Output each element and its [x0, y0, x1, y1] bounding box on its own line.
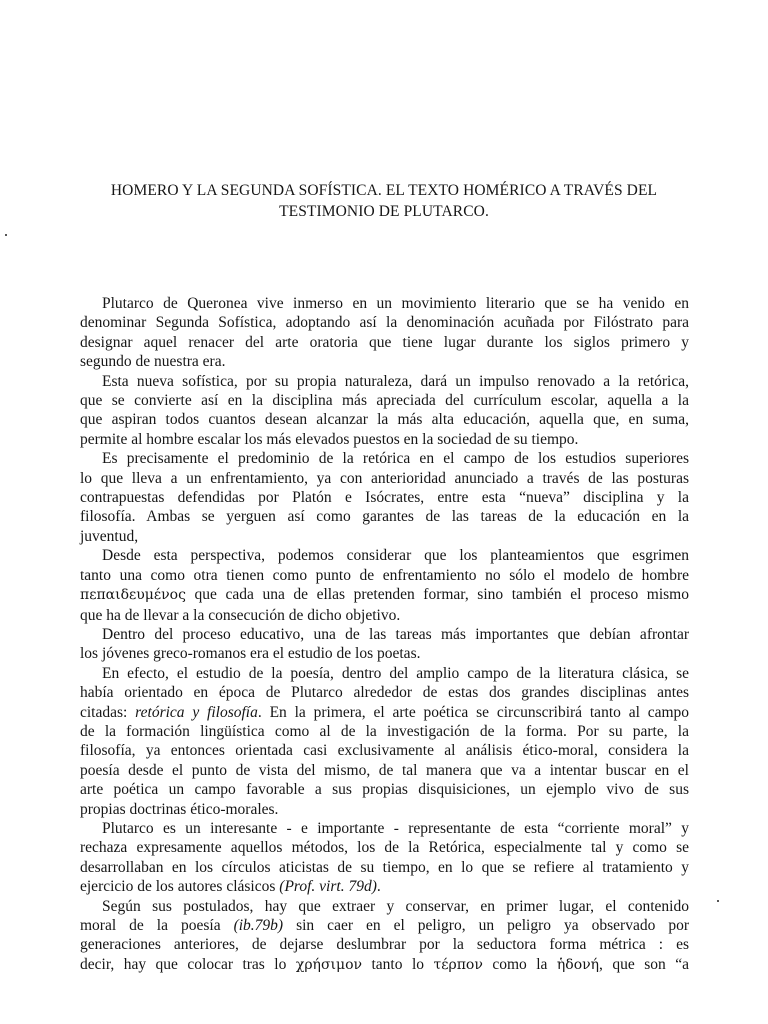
text-line	[80, 585, 689, 605]
text-fragment: tanto lo	[362, 955, 434, 973]
greek-term: χρήσιμον	[295, 956, 363, 973]
title-line: TESTIMONIO DE PLUTARCO.	[279, 203, 489, 220]
text-fragment: como la	[482, 955, 557, 973]
italic-term: retórica y filosofía	[135, 703, 258, 721]
text-line: En efecto, el estudio de la poesía, dentro del amplio campo de la literatura clásica, se	[102, 664, 689, 682]
text-line: tanto una como otra tienen como punto de enfrentamiento no sólo el modelo de hombre	[80, 566, 689, 584]
scan-speck	[717, 900, 719, 902]
text-line: de la formación lingüística como al de la investigación de la forma. Por su parte, la	[80, 722, 689, 740]
text-fragment: moral de la poesía	[80, 917, 234, 934]
text-fragment: .	[376, 878, 381, 896]
paragraph	[80, 294, 689, 372]
text-line: filosofía, ya entonces orientada casi exclusivamente al análisis ético-moral, considera la	[80, 742, 689, 760]
greek-term: ἡδονή	[556, 956, 600, 973]
citation: (ib.79b)	[233, 917, 284, 934]
greek-term: πεπαιδευμένος	[80, 587, 186, 604]
text-line: permite al hombre escalar los más elevados puestos en la sociedad de su tiempo.	[80, 430, 579, 448]
text-line: segundo de nuestra era.	[80, 353, 226, 371]
text-fragment: que cada una de ellas pretenden formar, sino también el proceso mismo	[185, 586, 689, 604]
paragraph	[80, 449, 689, 546]
text-line: que ha de llevar a la consecución de dicho objetivo.	[80, 606, 401, 624]
text-line: generaciones anteriores, de dejarse deslumbrar por la seductora forma métrica : es	[80, 936, 689, 954]
text-fragment: ejercicio de los autores clásicos	[80, 878, 280, 896]
paragraph	[80, 546, 689, 625]
text-line: que aspiran todos cuantos desean alcanzar la más alta educación, aquella que, en suma,	[80, 411, 689, 429]
citation: (Prof. virt. 79d)	[279, 878, 377, 896]
article-title	[60, 180, 708, 222]
text-line: había orientado en época de Plutarco alrededor de estas dos grandes disciplinas antes	[80, 684, 689, 702]
article-body	[80, 294, 689, 975]
greek-term: τέρπον	[433, 956, 483, 973]
text-line: Según sus postulados, hay que extraer y conservar, en primer lugar, el contenido	[102, 897, 689, 915]
paragraph	[80, 372, 689, 450]
text-line: Plutarco es un interesante - e importante - representante de esta “corriente moral” y	[102, 819, 689, 837]
text-line: Es precisamente el predominio de la retórica en el campo de los estudios superiores	[102, 450, 689, 468]
text-line: arte poética un campo favorable a sus propias disquisiciones, un ejemplo vivo de sus	[80, 781, 689, 799]
text-line	[80, 916, 689, 935]
paragraph	[80, 625, 689, 664]
text-line: Plutarco de Queronea vive inmerso en un movimiento literario que se ha venido en	[102, 295, 689, 312]
paragraph	[80, 897, 689, 976]
text-line	[80, 703, 689, 722]
text-line: contrapuestas defendidas por Platón e Isócrates, entre esta “nueva” disciplina y la	[80, 489, 689, 507]
text-fragment: . En la primera, el arte poética se circunscribirá tanto al campo	[257, 703, 690, 721]
text-fragment: , que son “a	[599, 955, 689, 973]
title-line: HOMERO Y LA SEGUNDA SOFÍSTICA. EL TEXTO HOMÉRICO A TRAVÉS DEL	[110, 182, 658, 199]
text-line: rechaza expresamente aquellos métodos, los de la Retórica, especialmente tal y como se	[80, 839, 689, 857]
text-line: poesía desde el punto de vista del mismo, de tal manera que va a intentar buscar en el	[80, 761, 689, 779]
paragraph	[80, 819, 689, 897]
text-line	[80, 877, 689, 896]
text-line: que se convierte así en la disciplina más apreciada del currículum escolar, aquella a la	[80, 392, 689, 410]
text-line: juventud,	[80, 527, 139, 545]
text-line: denominar Segunda Sofística, adoptando así la denominación acuñada por Filóstrato para	[80, 314, 689, 332]
text-line: designar aquel renacer del arte oratoria que tiene lugar durante los siglos primero y	[80, 333, 689, 351]
text-line: propias doctrinas ético-morales.	[80, 800, 279, 818]
text-fragment: citadas:	[80, 703, 136, 721]
text-line: Esta nueva sofística, por su propia naturaleza, dará un impulso renovado a la retórica,	[102, 372, 689, 390]
paragraph	[80, 664, 689, 819]
text-line: Desde esta perspectiva, podemos considerar que los planteamientos que esgrimen	[102, 547, 689, 565]
text-line: lo que lleva a un enfrentamiento, ya con anterioridad anunciado a través de las posturas	[80, 469, 689, 487]
scan-speck	[5, 234, 7, 236]
text-line: desarrollaban en los círculos aticistas de su tiempo, en lo que se refiere al tratamiento y	[80, 858, 689, 876]
text-fragment: sin caer en el peligro, un peligro ya observado por	[283, 917, 689, 934]
text-line: Dentro del proceso educativo, una de las tareas más importantes que debían afrontar	[102, 625, 689, 643]
text-line: los jóvenes greco-romanos era el estudio de los poetas.	[80, 645, 421, 663]
text-line	[80, 955, 689, 975]
text-line: filosofía. Ambas se yerguen así como garantes de las tareas de la educación en la	[80, 508, 689, 526]
text-fragment: decir, hay que colocar tras lo	[80, 955, 296, 973]
